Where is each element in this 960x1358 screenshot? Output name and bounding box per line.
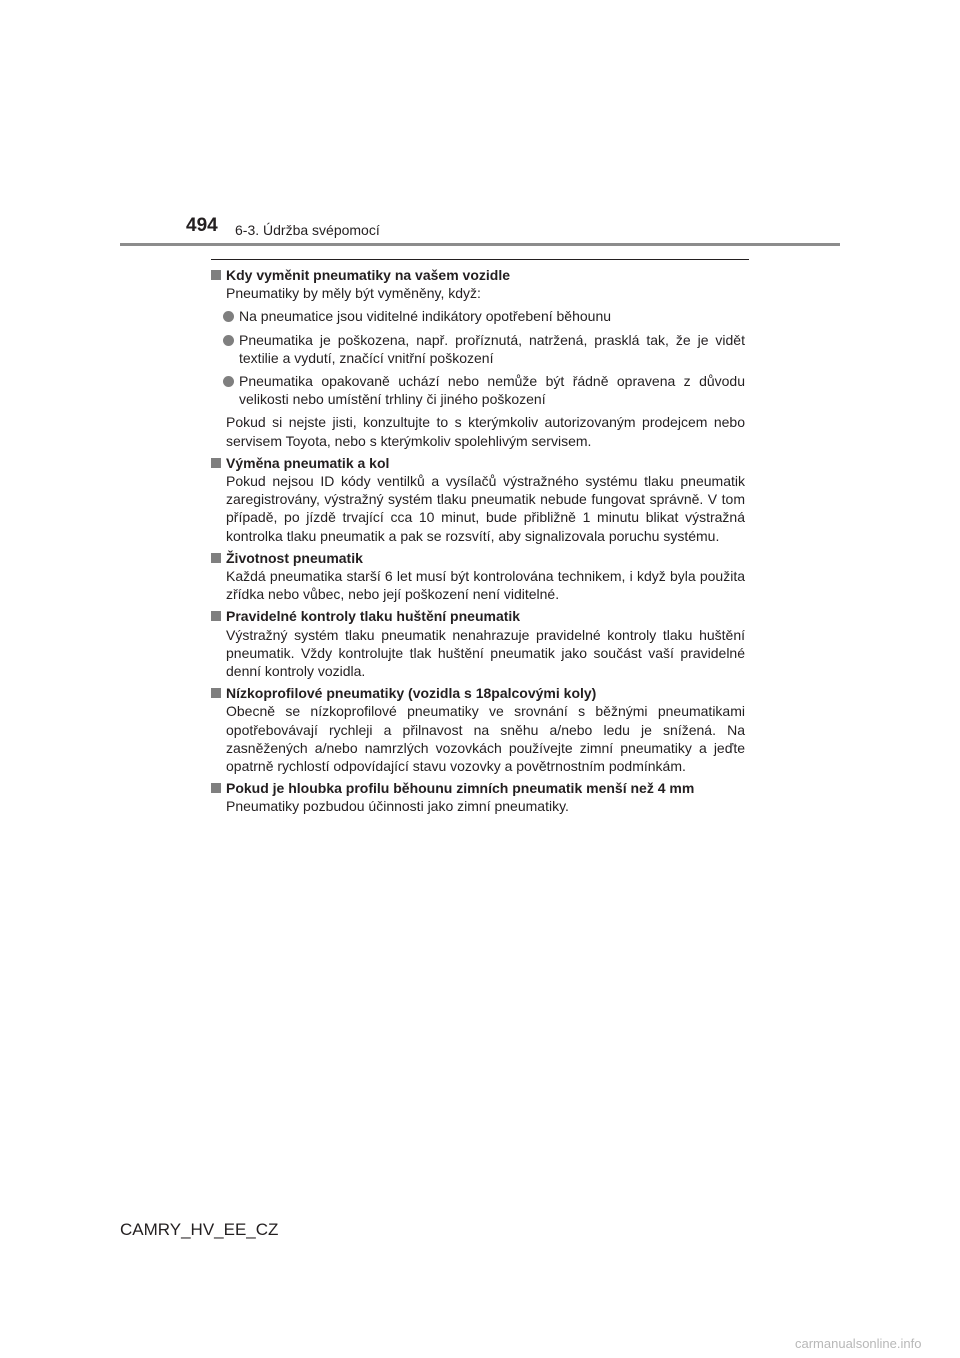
- item-tire-wheel-change: [211, 454, 745, 545]
- square-bullet-icon: [211, 688, 221, 698]
- item-title: [211, 266, 745, 284]
- item-title: [211, 454, 745, 472]
- circle-bullet-icon: [223, 376, 234, 387]
- list-item-text: Pneumatika je poškozena, např. proříznutá, natržená, prasklá tak, že je vidět textilie a vydutí, značící vnitřní poškození: [239, 331, 745, 366]
- item-title-text: Výměna pneumatik a kol: [226, 454, 390, 471]
- content-top-divider: [211, 259, 749, 260]
- item-title-text: Kdy vyměnit pneumatiky na vašem vozidle: [226, 267, 510, 283]
- item-outro: Pokud si nejste jisti, konzultujte to s kterýmkoliv autorizovaným prodejcem nebo servisem Toyota, nebo s kterýmkoliv spolehlivým servisem.: [226, 414, 745, 449]
- item-text: Každá pneumatika starší 6 let musí být kontrolována technikem, i když byla použita zřídka nebo vůbec, nebo její poškození není viditelné.: [226, 568, 745, 603]
- item-text: Pneumatiky pozbudou účinnosti jako zimní pneumatiky.: [226, 798, 569, 815]
- circle-bullet-icon: [223, 335, 234, 346]
- list-item: [211, 372, 745, 408]
- item-intro: Pneumatiky by měly být vyměněny, když:: [226, 285, 481, 302]
- watermark: carmanualsonline.info: [795, 1336, 922, 1351]
- item-title-text: Nízkoprofilové pneumatiky (vozidla s 18palcovými koly): [226, 685, 597, 702]
- item-tire-replacement: [211, 266, 745, 450]
- square-bullet-icon: [211, 611, 221, 621]
- square-bullet-icon: [211, 270, 221, 280]
- item-title: [211, 549, 745, 567]
- footer-document-code: CAMRY_HV_EE_CZ: [120, 1220, 279, 1239]
- item-tire-life: [211, 549, 745, 604]
- item-title: [211, 684, 745, 702]
- section-title: 6-3. Údržba svépomocí: [235, 222, 380, 238]
- square-bullet-icon: [211, 783, 221, 793]
- header-divider: [120, 243, 840, 246]
- item-text: Obecně se nízkoprofilové pneumatiky ve srovnání s běžnými pneumatikami opotřebovávají rychleji a přilnavost na sněhu a/nebo ledu je snížená. Na zasněžených a/nebo namrzlých vozovkách používejte zimní pneumatiky a jeďte opatrně rychlostí odpovídající stavu vozovky a povětrnostním podmínkám.: [226, 703, 745, 775]
- item-title: [211, 607, 745, 625]
- item-title: [211, 779, 745, 797]
- list-item: [211, 307, 745, 325]
- item-winter-tread-depth: [211, 779, 745, 815]
- list-item-text: Pneumatika opakovaně uchází nebo nemůže být řádně opravena z důvodu velikosti nebo umístění trhliny či jiného poškození: [239, 373, 745, 408]
- list-item: [211, 331, 745, 367]
- content: [211, 266, 745, 820]
- item-pressure-checks: [211, 607, 745, 680]
- item-title-text: Pravidelné kontroly tlaku huštění pneumatik: [226, 608, 521, 625]
- list-item-text: Na pneumatice jsou viditelné indikátory opotřebení běhounu: [239, 308, 612, 325]
- item-low-profile-tires: [211, 684, 745, 775]
- item-text: Výstražný systém tlaku pneumatik nenahrazuje pravidelné kontroly tlaku huštění pneumatik. Vždy kontrolujte tlak huštění pneumatik jako součást vaší pravidelné denní kontroly vozidla.: [226, 626, 745, 680]
- item-text: Pokud nejsou ID kódy ventilků a vysílačů výstražného systému tlaku pneumatik zaregistrovány, výstražný systém tlaku pneumatik nebude fungovat správně. V tom případě, po jízdě trvající cca 10 minut, bude přibližně 1 minutu blikat výstražná kontrolka tlaku pneumatik a pak se rozsvítí, aby signalizovala poruchu systému.: [226, 473, 745, 544]
- item-title-text: Životnost pneumatik: [226, 549, 363, 566]
- circle-bullet-icon: [223, 311, 234, 322]
- square-bullet-icon: [211, 458, 221, 468]
- square-bullet-icon: [211, 553, 221, 563]
- page-number: 494: [186, 215, 218, 236]
- item-title-text: Pokud je hloubka profilu běhounu zimních pneumatik menší než 4 mm: [226, 780, 695, 797]
